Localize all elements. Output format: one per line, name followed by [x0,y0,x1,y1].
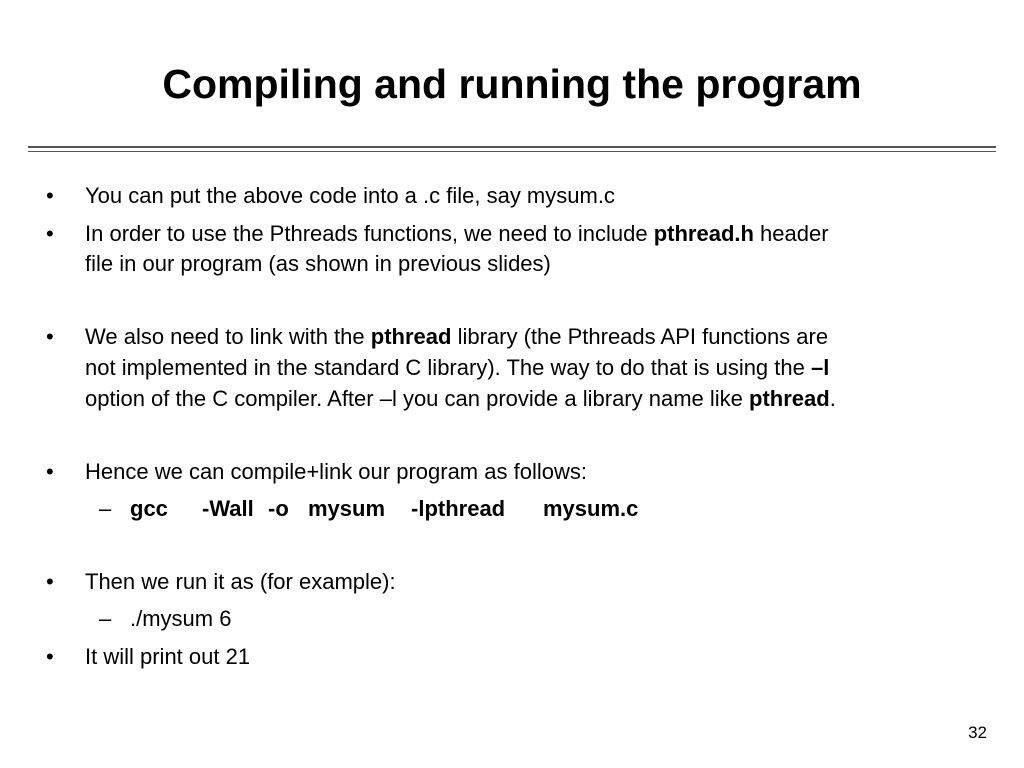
text-run: Then we run it as (for example): [85,569,396,594]
cmd-token: -Wall [202,496,254,521]
bullet-marker: • [46,183,54,208]
bullet-2-line-2 [85,249,551,279]
cmd-token: gcc [130,496,168,521]
sub-bullet-dash: – [99,606,112,631]
cmd-token: -lpthread [411,496,506,521]
bullet-3-line-2 [85,353,829,383]
text-run: not implemented in the standard C library). The way to do that is using the [85,355,811,380]
bullet-3-line-3 [85,384,836,414]
text-run: file in our program (as shown in previous slides) [85,251,551,276]
text-run: It will print out 21 [85,644,251,669]
text-run: header [753,221,829,246]
emphasis-l-option: –l [810,355,830,380]
cmd-token: mysum [308,496,386,521]
slide-title: Compiling and running the program [162,61,862,107]
emphasis-pthread-h: pthread.h [653,221,754,246]
title-divider-top [28,146,996,148]
text-run: library (the Pthreads API functions are [451,324,829,349]
sub-bullet-dash: – [99,496,112,521]
bullet-marker: • [46,569,54,594]
run-command [130,604,231,634]
compile-command [130,494,638,524]
text-run: In order to use the Pthreads functions, we need to include [85,221,654,246]
text-run: . [829,386,836,411]
title-divider-bottom [28,151,996,152]
bullet-marker: • [46,644,54,669]
text-run: We also need to link with the [85,324,371,349]
cmd-token: mysum.c [543,496,639,521]
page-number: 32 [968,723,987,742]
bullet-5-line-1 [85,567,396,597]
bullet-6-line-1 [85,642,250,672]
bullet-marker: • [46,459,54,484]
bullet-4-line-1 [85,457,587,487]
bullet-2-line-1 [85,219,829,249]
bullet-1-line-1 [85,181,615,211]
text-run: option of the C compiler. After –l you can provide a library name like [85,386,750,411]
text-run: ./mysum 6 [130,606,232,631]
text-run: Hence we can compile+link our program as follows: [85,459,587,484]
bullet-marker: • [46,221,54,246]
bullet-3-line-1 [85,322,828,352]
bullet-marker: • [46,324,54,349]
emphasis-pthread: pthread [370,324,452,349]
text-run: You can put the above code into a .c file, say mysum.c [85,183,615,208]
cmd-token: -o [268,496,289,521]
emphasis-pthread: pthread [749,386,830,411]
